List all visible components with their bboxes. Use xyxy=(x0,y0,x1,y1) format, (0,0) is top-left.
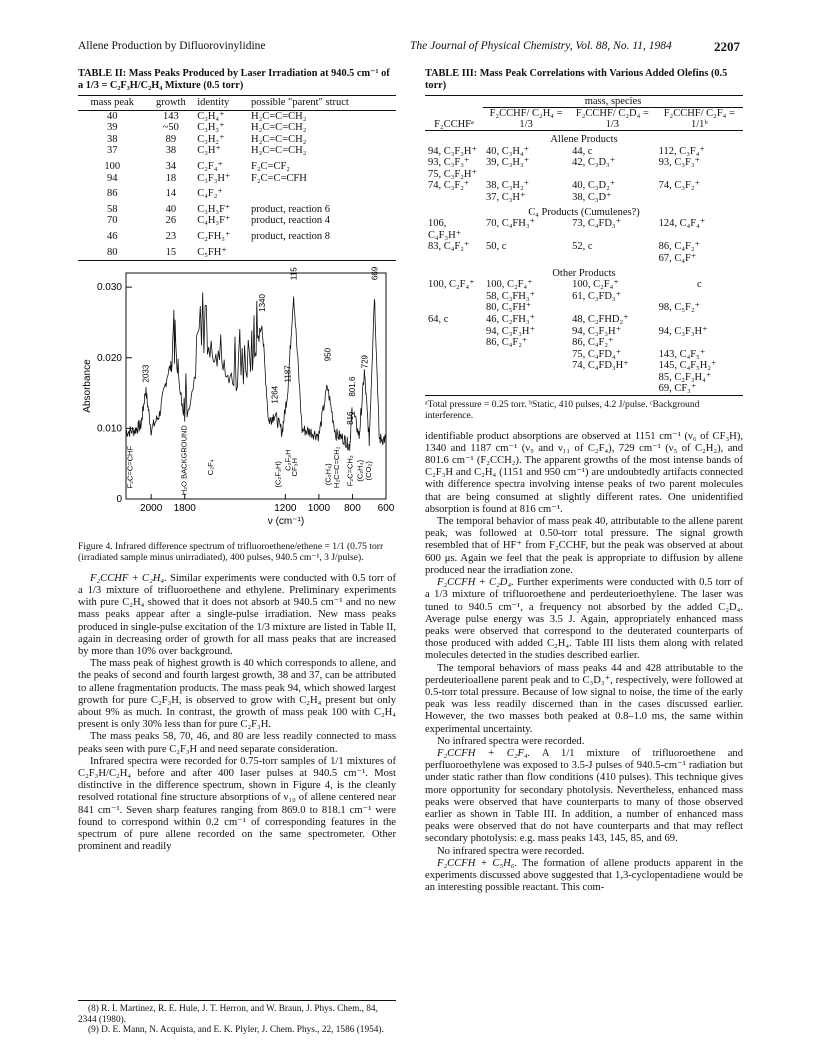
table-cell: 112, C₃F₄⁺ xyxy=(658,145,705,157)
table-cell xyxy=(425,291,483,303)
table-cell: F₂C=C=CFH xyxy=(251,172,307,184)
table-row xyxy=(78,122,396,134)
table-cell: 145, C₄F₅H₂⁺ xyxy=(658,360,717,372)
paragraph: The temporal behaviors of mass peaks 44 and 428 attributable to the perdeuterioallene parent peak and to C₃D₃⁺, respectively, were followed at 0.5-torr total pressure. Because of low signal to noise, the time of the early peak was less readily discerned than in the cases discussed earlier. However, the two masses both peaked at 0.8–1.0 ms, the same within experimental uncertainty. xyxy=(425,662,743,735)
ir-spectrum-chart xyxy=(78,267,396,539)
spectrum-line xyxy=(126,293,386,451)
band-label: F₂C=C=CHF xyxy=(125,446,135,489)
table-row xyxy=(425,169,743,181)
table-cell: 50, c xyxy=(485,241,507,253)
table-cell: H₂C=C=CH₂ xyxy=(251,145,307,157)
run-in-head: F₂CCFH + C₂F₄. xyxy=(437,747,531,759)
table-cell: F₂C=CF₂ xyxy=(251,160,290,172)
table-row xyxy=(78,110,396,122)
table-cell xyxy=(483,349,569,361)
band-label: H₂C=C=CH₂ xyxy=(332,446,342,489)
paragraph-text: Further experiments were conducted with 0.5 torr of a 1/3 mixture of trifluoroethene and perdeuterioethylene. The laser was tuned to 940.5 cm⁻¹, a frequency not absorbed by the added C₂D₄. Average pulse energy was 3.5 J. Again, appropriately enhanced mass peaks were observed that correspond to the deuterated counterparts of those produced with added C₂H₄. Table III lists them along with related molecules detected in the studies described earlier. xyxy=(425,577,743,662)
table-cell xyxy=(483,360,569,372)
paragraph xyxy=(425,858,743,895)
paragraph xyxy=(425,748,743,846)
table-cell: 100, C₂F₄⁺ xyxy=(572,279,619,291)
peak-label: 950 xyxy=(323,348,333,362)
table-cell: 26 xyxy=(165,215,177,227)
table2-header-cell: mass peak xyxy=(78,96,146,111)
table-cell: 15 xyxy=(146,243,195,261)
table-cell: 83, C₄F₂⁺ xyxy=(428,241,470,253)
table2 xyxy=(78,95,396,261)
table-cell: 106, C₄F₃H⁺ xyxy=(428,218,462,241)
paragraph: No infrared spectra were recorded. xyxy=(437,845,585,857)
table-cell: 70 xyxy=(106,215,118,227)
table-row xyxy=(425,326,743,338)
table-row xyxy=(425,360,743,372)
table3-header-cell: F₂CCHF/ C₂H₄ = 1/3 xyxy=(489,108,563,130)
table3-span-header: mass, species xyxy=(483,96,743,108)
table-cell: 18 xyxy=(165,172,177,184)
table-cell: 69, CF₃⁺ xyxy=(658,383,697,395)
peak-label: 729 xyxy=(360,355,370,369)
table-cell: 48, C₂FHD₂⁺ xyxy=(572,313,629,325)
table-row xyxy=(78,184,396,200)
table-cell: ~50 xyxy=(162,122,179,134)
table-cell: 74, C₄FD₃H⁺ xyxy=(572,360,629,372)
table-cell xyxy=(656,169,743,181)
table-cell xyxy=(425,349,483,361)
table-cell: 23 xyxy=(165,230,177,242)
table-cell: 93, C₃F₃⁺ xyxy=(658,157,701,169)
table-cell: 86 xyxy=(106,188,118,200)
table-cell: H₂C=C=CH₂ xyxy=(251,122,307,134)
table-row xyxy=(78,134,396,146)
journal-citation: The Journal of Physical Chemistry, Vol. 88, No. 11, 1984 xyxy=(410,40,672,52)
table-cell: 74, C₃F₂⁺ xyxy=(658,180,701,192)
peak-label: 2033 xyxy=(141,364,151,383)
table-cell xyxy=(425,192,483,204)
table-cell xyxy=(483,253,569,265)
table-cell: 42, C₃D₃⁺ xyxy=(572,157,616,169)
table-cell: 39, C₃H₃⁺ xyxy=(485,157,530,169)
table3-section-title xyxy=(425,204,743,219)
section-title-cell: Allene Products xyxy=(550,134,618,145)
table-cell: C₃H₃F⁺ xyxy=(197,203,231,215)
paragraph: No infrared spectra were recorded. xyxy=(437,735,585,747)
table-row xyxy=(78,200,396,216)
section-title-cell: C₄ Products (Cumulenes?) xyxy=(528,206,640,218)
table-row xyxy=(78,227,396,243)
table-cell: 39 xyxy=(106,122,118,134)
table-cell: 143, C₄F₅⁺ xyxy=(658,348,706,360)
peak-label: 1187 xyxy=(283,365,293,383)
table-cell: C₃H₃⁺ xyxy=(197,122,225,134)
table-cell: 34 xyxy=(165,160,177,172)
reference-item: (8) R. I. Martinez, R. E. Hule, J. T. Herron, and W. Braun, J. Phys. Chem., 84, 2344 (1980). xyxy=(78,1004,378,1025)
table-cell: 52, c xyxy=(572,241,593,253)
table-cell: 38 xyxy=(165,145,177,157)
table-row xyxy=(78,145,396,157)
table-cell xyxy=(425,253,483,265)
peak-label: 1340 xyxy=(257,294,267,312)
table-cell: 67, C₄F⁺ xyxy=(658,252,697,264)
table2-header-cell: possible "parent" struct xyxy=(249,96,396,111)
table-cell: 58, C₃FH₃⁺ xyxy=(485,290,536,302)
table3-footnote: ᵃTotal pressure = 0.25 torr. ᵇStatic, 410 pulses, 4.2 J/pulse. ᶜBackground interference. xyxy=(425,399,700,422)
table-cell: C₄H₃F⁺ xyxy=(197,215,231,227)
table-cell: C₃H₂⁺ xyxy=(197,133,225,145)
band-label: CF₃H xyxy=(290,458,300,477)
table3-header-cell: F₂CCHF/ C₂D₄ = 1/3 xyxy=(575,108,649,130)
running-head-right xyxy=(410,40,740,52)
table-row xyxy=(425,192,743,204)
table-cell: 46 xyxy=(106,230,118,242)
table-row xyxy=(78,173,396,185)
table-cell xyxy=(656,337,743,349)
table2-header-cell: identity xyxy=(195,96,249,111)
table-cell: 40, C₃H₄⁺ xyxy=(485,145,530,157)
y-axis-label: Absorbance xyxy=(82,359,93,413)
peak-label: 1264 xyxy=(270,385,280,404)
table-row xyxy=(78,215,396,227)
y-tick-label: 0.020 xyxy=(96,352,122,364)
table-cell: 80 xyxy=(78,243,146,261)
table-cell: 40, C₃D₂⁺ xyxy=(572,180,616,192)
x-tick-label: 1800 xyxy=(173,503,196,515)
table-cell: product, reaction 8 xyxy=(251,230,331,242)
table-cell: product, reaction 4 xyxy=(251,215,331,227)
x-tick-label: 600 xyxy=(377,503,395,515)
table-cell: 100 xyxy=(104,160,121,172)
band-label: (CO₂) xyxy=(363,461,373,481)
band-label: H₂O BACKGROUND xyxy=(179,425,189,496)
x-tick-label: 1200 xyxy=(274,503,297,515)
table-cell: C₃H⁺ xyxy=(197,145,221,157)
table-cell xyxy=(569,372,656,384)
table3-section-title xyxy=(425,265,743,280)
table-row xyxy=(425,314,743,326)
table-cell: H₂C=C=CH₂ xyxy=(251,133,307,145)
run-in-head: F₂CCHF + C₂H₄. xyxy=(90,572,167,584)
paragraph-text: The formation of allene products apparent in the experiments discussed above suggested that 1,3-cyclopentadiene would be an interesting possible reactant. This com- xyxy=(425,857,743,894)
table-cell: 94 xyxy=(106,172,118,184)
table-cell xyxy=(425,326,483,338)
x-axis-label: ν (cm⁻¹) xyxy=(267,516,305,528)
table-cell xyxy=(425,360,483,372)
table-cell xyxy=(569,383,656,395)
table-cell xyxy=(425,383,483,395)
table3-header-cell: F₂CCHF/ C₂F₄ = 1/1ᵇ xyxy=(663,108,735,130)
peak-label: 816 xyxy=(345,411,355,425)
page-number: 2207 xyxy=(714,39,740,54)
table2-header-cell: growth xyxy=(146,96,195,111)
table-cell: 86, C₄F₂⁺ xyxy=(572,337,614,349)
paragraph: The mass peak of highest growth is 40 which corresponds to allene, and the peaks of second and fourth largest growth, 38 and 37, can be attributed to allene fragmentation products. The mass peak 94, which showed largest growth for pure C₂F₃H, is observed to grow with C₂H₄ present but only about 9% as much. In contrast, the growth of mass peak 100 with C₂H₄ present is only 30% less than for pure C₂F₃H. xyxy=(78,658,396,731)
table-cell: 100, C₂F₄⁺ xyxy=(485,279,533,291)
band-label: F₂C=CH₂ xyxy=(345,455,355,487)
figure4-caption: Figure 4. Infrared difference spectrum of trifluoroethene/ethene = 1/1 (0.75 torr (irradiated sample minus unirradiated), 400 pulses, 940.5 cm⁻¹, 3 J/pulse). xyxy=(78,541,384,564)
table-row xyxy=(425,372,743,384)
table-row xyxy=(78,243,396,261)
table-cell: C₃F₃H⁺ xyxy=(197,172,231,184)
table-row xyxy=(425,180,743,192)
table-cell: 75, C₃F₂H⁺ xyxy=(428,168,478,180)
y-tick-label: 0 xyxy=(116,494,122,506)
x-tick-label: 1000 xyxy=(307,503,331,515)
table-cell: 14 xyxy=(165,188,177,200)
run-in-head: F₂CCFH + C₅H₆. xyxy=(437,857,518,869)
reference-item: (9) D. E. Mann, N. Acquista, and E. K. Plyler, J. Chem. Phys., 22, 1586 (1954). xyxy=(88,1025,384,1036)
run-in-head: F₂CCFH + C₂D₄. xyxy=(437,577,514,589)
table-row xyxy=(425,218,743,241)
table-cell xyxy=(425,372,483,384)
figure4 xyxy=(78,267,396,539)
table-cell: 75, C₄FD₄⁺ xyxy=(572,348,622,360)
table-cell: 89 xyxy=(165,133,177,145)
table-cell: 80, C₅FH⁺ xyxy=(485,302,532,314)
table-cell: 46, C₂FH₃⁺ xyxy=(485,313,536,325)
section-title-cell: Other Products xyxy=(552,267,616,279)
x-tick-label: 800 xyxy=(344,503,361,515)
running-head-left: Allene Production by Difluorovinylidine xyxy=(78,40,266,52)
table-cell: 94, C₃F₃H⁺ xyxy=(428,145,478,157)
band-label: (C₂H₄) xyxy=(355,459,365,482)
peak-label: 669 xyxy=(370,267,380,281)
paragraph xyxy=(425,577,743,662)
table-row xyxy=(425,241,743,253)
y-tick-label: 0.030 xyxy=(96,282,122,294)
table-cell xyxy=(656,291,743,303)
table-cell xyxy=(569,253,656,265)
table-cell: C₃H₄⁺ xyxy=(197,110,225,122)
table-cell: 38, C₃D⁺ xyxy=(572,191,612,203)
paragraph: The mass peaks 58, 70, 46, and 80 are less readily connected to mass peaks seen with pure C₂F₃H and need separate consideration. xyxy=(78,731,396,755)
paragraph xyxy=(78,573,396,658)
table-cell: 38, C₃H₂⁺ xyxy=(485,180,530,192)
right-body-text xyxy=(425,431,743,895)
table-cell: 40 xyxy=(165,203,177,215)
table-cell xyxy=(656,192,743,204)
table-cell xyxy=(483,383,569,395)
x-tick-label: 2000 xyxy=(140,503,163,515)
table-row xyxy=(425,291,743,303)
band-label: (C₂F₃H) xyxy=(273,461,283,488)
table-cell: c xyxy=(696,279,702,291)
table-row xyxy=(425,349,743,361)
table-cell: 94, C₃F₃H⁺ xyxy=(485,325,536,337)
table-cell: 58 xyxy=(106,203,118,215)
table-cell: C₅FH⁺ xyxy=(195,243,249,261)
table3-caption: TABLE III: Mass Peak Correlations with Various Added Olefins (0.5 torr) xyxy=(425,68,728,91)
table-cell: 98, C₅F₂⁺ xyxy=(658,302,701,314)
table-cell: 40 xyxy=(106,110,118,122)
table-cell: 44, c xyxy=(572,145,593,157)
table-cell: 85, C₂F₃H₄⁺ xyxy=(658,371,712,383)
table-row xyxy=(425,383,743,395)
table-row xyxy=(425,279,743,291)
table-cell xyxy=(249,184,396,200)
table-cell: H₂C=C=CH₂ xyxy=(251,110,307,122)
table-row xyxy=(425,157,743,169)
table-cell: C₂F₄⁺ xyxy=(197,160,223,172)
paragraph: The temporal behavior of mass peak 40, attributable to the allene parent peak, was followed at 0.50-torr total pressure. The signal growth resembled that of HF⁺ from F₂CCHF, but the peak was observed at about 600 μs. Again we feel that the peak is appropriate to diffusion by allene produced near the irradiation zone. xyxy=(425,516,743,576)
table-cell: 143 xyxy=(162,110,179,122)
table-cell: 38 xyxy=(106,133,118,145)
table-cell xyxy=(483,372,569,384)
peak-label: 801.6 xyxy=(348,376,358,397)
table-cell: 37, C₃H⁺ xyxy=(485,191,526,203)
table-cell xyxy=(425,302,483,314)
table-row xyxy=(425,146,743,158)
table-cell: C₂FH₃⁺ xyxy=(197,230,231,242)
y-tick-label: 0.010 xyxy=(96,423,122,435)
table-row xyxy=(425,337,743,349)
peak-label: 1151 xyxy=(289,267,299,281)
table-row xyxy=(78,157,396,173)
right-column xyxy=(425,68,743,894)
table-cell: 94, C₃F₃H⁺ xyxy=(658,325,708,337)
table-cell: 100, C₂F₄⁺ xyxy=(428,279,475,291)
table2-caption: TABLE II: Mass Peaks Produced by Laser Irradiation at 940.5 cm⁻¹ of a 1/3 = C₂F₃H/C₂H₄ Mixture (0.5 torr) xyxy=(78,68,390,91)
table-cell xyxy=(656,314,743,326)
table-row xyxy=(425,253,743,265)
table-cell xyxy=(569,169,656,181)
paragraph: identifiable product absorptions are observed at 1151 cm⁻¹ (ν₆ of CF₃H), 1340 and 1187 cm⁻¹ (ν₉ and ν₁₁ of C₂F₄), 729 cm⁻¹ (ν₅ of C₂H₂), and 801.6 cm⁻¹ (F₂CCH₂). The apparent growths of the most intense bands of C₂F₃H and C₂H₄ (1151 and 950 cm⁻¹) are undoubtedly artifacts connected with difference spectra involving intense peaks of two parent molecules that are being consumed at slightly different rates. One unidentified absorption is found at 816 cm⁻¹. xyxy=(425,430,743,515)
table-row xyxy=(425,302,743,314)
table-cell xyxy=(569,302,656,314)
paragraph-text: Similar experiments were conducted with 0.5 torr of a 1/3 mixture of trifluoroethene and ethylene. Preliminary experiments with pure C₂H₄ showed that it does not absorb at 940.5 cm⁻¹ and no new mass peaks appear after a single-pulse irradiation. New mass peaks produced in single-pulse excitation of the 1/3 mixture are listed in Table II, again in decreasing order of growth for all mass peaks that are increased by more than 10% over background. xyxy=(78,572,396,657)
table-cell: 86, C₄F₂⁺ xyxy=(485,337,528,349)
left-body-text xyxy=(78,573,396,854)
table-cell: 70, C₄FH₃⁺ xyxy=(485,218,536,230)
table-cell: 86, C₄F₂⁺ xyxy=(658,241,701,253)
left-column xyxy=(78,68,396,853)
paragraph: Infrared spectra were recorded for 0.75-torr samples of 1/1 mixtures of C₂F₃H/C₂H₄ before and after 400 laser pulses at 940.5 cm⁻¹. Most distinctive in the difference spectrum, shown in Figure 4, is the cleanly resolved rotational fine structure absorptions of ν₁₀ of allene centered near 841 cm⁻¹. Seven sharp features ranging from 869.0 to 818.1 cm⁻¹ were found to correspond within 0.2 cm⁻¹ of corresponding features in the spectrum of pure allene recorded on the same spectrometer. Other prominent and readily xyxy=(78,755,396,853)
table-cell: 61, C₃FD₃⁺ xyxy=(572,290,622,302)
table-cell: 64, c xyxy=(428,313,449,325)
band-label: C₂F₃H xyxy=(283,449,293,471)
table-cell xyxy=(425,337,483,349)
table-cell xyxy=(483,169,569,181)
table-cell xyxy=(249,243,396,261)
references xyxy=(78,1000,396,1036)
table-cell: product, reaction 6 xyxy=(251,203,331,215)
paragraph-text: A 1/1 mixture of trifluoroethene and perfluoroethylene was exposed to 3.5-J pulses of 940.5-cm⁻¹ radiation but under static rather than flow conditions (410 pulses). This technique gives more opportunity for secondary photolysis. Nevertheless, enhanced mass peaks were observed that have counterparts to many of those observed earlier as shown in Table III. In addition, a number of enhanced mass peaks were observed that do not have counterparts and that may reflect secondary photolysis: e.g. mass peaks 143, 145, 85, and 69. xyxy=(425,747,743,845)
band-label: C₂F₄ xyxy=(206,459,216,476)
table3-header-cell: F₂CCHFᵃ xyxy=(434,119,474,130)
band-label: (C₂H₄) xyxy=(323,463,333,486)
table-cell: 74, C₃F₂⁺ xyxy=(428,180,470,192)
table-cell: 73, C₄FD₃⁺ xyxy=(572,218,622,230)
table-cell: 124, C₄F₄⁺ xyxy=(658,218,706,230)
table-cell: 93, C₃F₃⁺ xyxy=(428,157,470,169)
table-cell: 37 xyxy=(106,145,118,157)
table3-section-title xyxy=(425,131,743,146)
table-cell: 94, C₃F₃H⁺ xyxy=(572,325,622,337)
table3 xyxy=(425,95,743,396)
table-cell: C₄F₂⁺ xyxy=(197,188,223,200)
